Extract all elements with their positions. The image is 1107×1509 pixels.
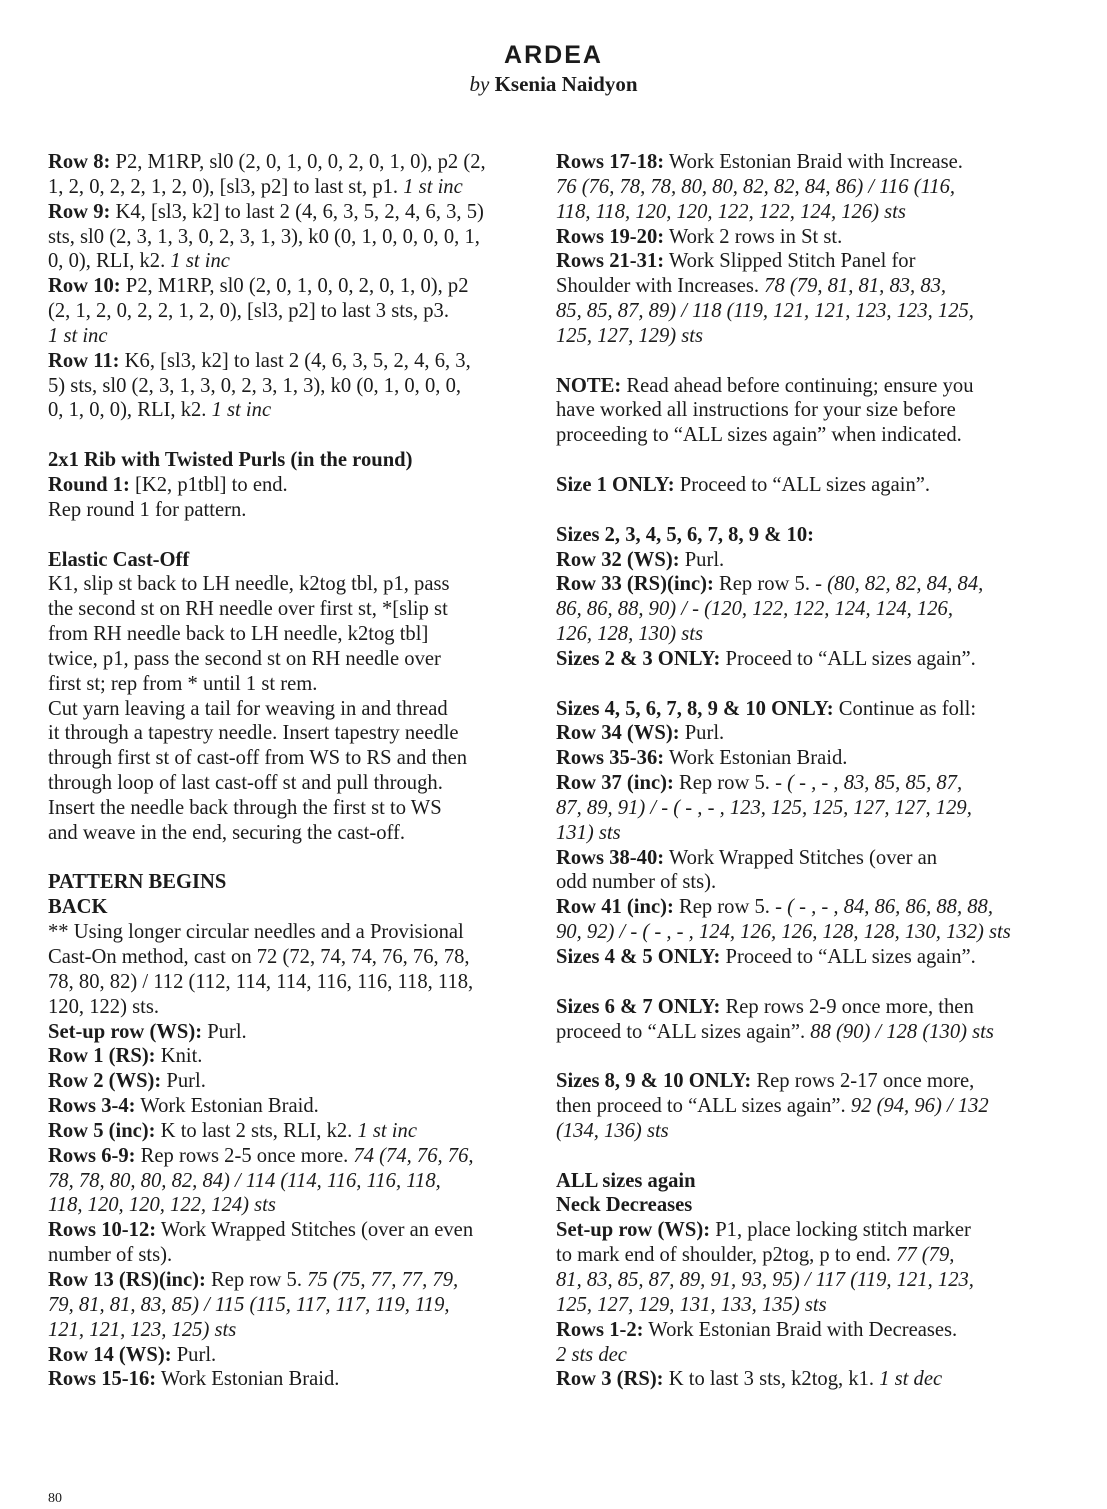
text-line (48, 473, 533, 498)
body-text: Rep row 5. - (673, 772, 788, 795)
bold-label: Sizes 4, 5, 6, 7, 8, 9 & 10 ONLY: (556, 697, 834, 720)
text-line (48, 796, 533, 821)
text-line (556, 1293, 1041, 1318)
text-line (556, 1367, 1041, 1392)
text-line (48, 1144, 533, 1169)
body-text: from RH needle back to LH needle, k2tog tbl] (48, 623, 429, 646)
text-line (48, 1020, 533, 1045)
body-text: Knit. (155, 1045, 203, 1068)
body-text: Purl. (679, 548, 725, 571)
bold-label: Rows 21-31: (556, 250, 665, 273)
text-line (48, 1243, 533, 1268)
bold-label: Rows 35-36: (556, 747, 665, 770)
body-text: have worked all instructions for your size before (556, 399, 956, 422)
text-line (48, 597, 533, 622)
body-text: Insert the needle back through the first st to WS (48, 796, 442, 819)
text-line (556, 374, 1041, 399)
text-line (48, 870, 533, 895)
text-line (48, 821, 533, 846)
body-text: Work Slipped Stitch Panel for (664, 250, 916, 273)
bold-label: Row 5 (inc): (48, 1119, 156, 1142)
text-line (556, 1094, 1041, 1119)
text-line (556, 274, 1041, 299)
body-text: 0, 0), RLI, k2. (48, 250, 171, 273)
text-line (48, 920, 533, 945)
text-line (556, 324, 1041, 349)
body-text: K1, slip st back to LH needle, k2tog tbl, p1, pass (48, 573, 450, 596)
bold-label: Rows 3-4: (48, 1095, 136, 1118)
text-line (556, 920, 1041, 945)
text-line (48, 324, 533, 349)
body-text: sts, sl0 (2, 3, 1, 3, 0, 2, 3, 1, 3), k0 (0, 1, 0, 0, 0, 0, 1, (48, 225, 480, 248)
body-text: (2, 1, 2, 0, 2, 2, 1, 2, 0), [sl3, p2] to last 3 sts, p3. (48, 300, 449, 323)
bold-label: Rows 17-18: (556, 151, 665, 173)
byline (0, 70, 1107, 98)
body-text: Rep row 5. - (673, 896, 788, 919)
bold-label: Rows 1-2: (556, 1318, 644, 1341)
text-line (556, 1343, 1041, 1368)
body-text: 5) sts, sl0 (2, 3, 1, 3, 0, 2, 3, 1, 3), k0 (0, 1, 0, 0, 0, (48, 374, 462, 397)
body-text: Work Estonian Braid. (156, 1368, 340, 1391)
text-line (556, 870, 1041, 895)
stitch-count: ( - , - , 83, 85, 85, 87, (787, 772, 963, 795)
body-text: Work Estonian Braid. (664, 747, 848, 770)
text-line (48, 970, 533, 995)
stitch-count: (134, 136) sts (556, 1119, 669, 1142)
bold-label: Row 37 (inc): (556, 772, 674, 795)
stitch-count: 88 (90) / 128 (130) sts (810, 1020, 994, 1043)
stitch-count: 75 (75, 77, 77, 79, (307, 1268, 459, 1291)
text-line (48, 672, 533, 697)
paragraph-gap (556, 448, 1041, 473)
bold-label: Sizes 2, 3, 4, 5, 6, 7, 8, 9 & 10: (556, 523, 814, 546)
body-text: Work Wrapped Stitches (over an (664, 846, 938, 869)
body-text: Continue as foll: (833, 697, 977, 720)
byline-by: by (469, 72, 490, 96)
body-text: 0, 1, 0, 0), RLI, k2. (48, 399, 212, 422)
body-text: K6, [sl3, k2] to last 2 (4, 6, 3, 5, 2, 4, 6, 3, (119, 349, 471, 372)
text-line (48, 1343, 533, 1368)
text-line (48, 1119, 533, 1144)
body-text: Proceed to “ALL sizes again”. (720, 647, 976, 670)
text-line (48, 349, 533, 374)
text-line (556, 746, 1041, 771)
text-line (556, 1318, 1041, 1343)
text-line (48, 225, 533, 250)
text-line (556, 200, 1041, 225)
body-text: ** Using longer circular needles and a Provisional (48, 921, 464, 944)
text-line (556, 1020, 1041, 1045)
body-text: Work 2 rows in St st. (664, 225, 843, 248)
text-line (48, 299, 533, 324)
paragraph-gap (48, 846, 533, 871)
text-line (556, 995, 1041, 1020)
text-line (48, 895, 533, 920)
body-text: and weave in the end, securing the cast-off. (48, 821, 406, 844)
body-text: Purl. (161, 1070, 206, 1093)
text-line (48, 1218, 533, 1243)
text-line (48, 1169, 533, 1194)
text-line (48, 448, 533, 473)
text-line (48, 1193, 533, 1218)
body-text: proceed to “ALL sizes again”. (556, 1020, 811, 1043)
text-line (556, 225, 1041, 250)
body-text: P2, M1RP, sl0 (2, 0, 1, 0, 0, 2, 0, 1, 0), p2 (120, 275, 469, 298)
paragraph-gap (556, 970, 1041, 995)
stitch-count: 1 st inc (170, 250, 230, 273)
body-text: twice, p1, pass the second st on RH needle over (48, 647, 441, 670)
body-text: Work Wrapped Stitches (over an even (156, 1219, 474, 1242)
body-text: Purl. (171, 1343, 217, 1366)
bold-label: Row 32 (WS): (556, 548, 680, 571)
bold-label: ALL sizes again (556, 1169, 696, 1192)
pattern-title: ARDEA (504, 41, 603, 69)
text-line (48, 1367, 533, 1392)
bold-label: Round 1: (48, 473, 130, 496)
stitch-count: 125, 127, 129, 131, 133, 135) sts (556, 1293, 827, 1316)
text-line (48, 1069, 533, 1094)
text-line (556, 622, 1041, 647)
bold-label: Row 8: (48, 151, 111, 173)
bold-label: Rows 6-9: (48, 1144, 136, 1167)
text-line (48, 1268, 533, 1293)
body-text: Rep row 5. - (713, 573, 828, 596)
stitch-count: 85, 85, 87, 89) / 118 (119, 121, 121, 123, 123, 125, (556, 300, 974, 323)
body-text: Read ahead before continuing; ensure you (621, 374, 974, 397)
body-text: 78, 80, 82) / 112 (112, 114, 114, 116, 116, 118, 118, (48, 970, 474, 993)
body-text: proceeding to “ALL sizes again” when indicated. (556, 424, 962, 447)
text-line (48, 647, 533, 672)
text-line (48, 274, 533, 299)
paragraph-gap (556, 1044, 1041, 1069)
text-line (556, 1193, 1041, 1218)
stitch-count: 86, 86, 88, 90) / - (120, 122, 122, 124, 124, 126, (556, 598, 953, 621)
text-line (48, 1094, 533, 1119)
text-line (556, 299, 1041, 324)
bold-label: Row 41 (inc): (556, 896, 674, 919)
body-text: K4, [sl3, k2] to last 2 (4, 6, 3, 5, 2, 4, 6, 3, 5) (110, 200, 484, 223)
body-text: Work Estonian Braid with Increase. (664, 151, 963, 173)
body-text: K to last 2 sts, RLI, k2. (155, 1119, 358, 1142)
text-line (48, 746, 533, 771)
paragraph-gap (556, 1144, 1041, 1169)
text-line (556, 473, 1041, 498)
body-text: Purl. (679, 722, 725, 745)
right-column (556, 150, 1041, 1392)
stitch-count: 121, 121, 123, 125) sts (48, 1318, 237, 1341)
body-text: K to last 3 sts, k2tog, k1. (663, 1368, 880, 1391)
text-line (556, 697, 1041, 722)
bold-label: Row 2 (WS): (48, 1070, 162, 1093)
bold-label: Rows 19-20: (556, 225, 665, 248)
body-text: 1, 2, 0, 2, 2, 1, 2, 0), [sl3, p2] to last st, p1. (48, 175, 404, 198)
text-line (48, 721, 533, 746)
text-line (556, 249, 1041, 274)
page-number: 80 (48, 1491, 62, 1506)
text-line (556, 150, 1041, 175)
stitch-count: 118, 118, 120, 120, 122, 122, 124, 126) sts (556, 200, 906, 223)
text-line (48, 498, 533, 523)
text-line (48, 150, 533, 175)
text-line (556, 647, 1041, 672)
paragraph-gap (556, 672, 1041, 697)
bold-label: Row 3 (RS): (556, 1368, 664, 1391)
bold-label: Rows 15-16: (48, 1368, 157, 1391)
body-text: Work Estonian Braid with Decreases. (643, 1318, 958, 1341)
body-text: through loop of last cast-off st and pull through. (48, 772, 443, 795)
bold-label: BACK (48, 896, 108, 919)
text-line (556, 1169, 1041, 1194)
bold-label: Set-up row (WS): (556, 1219, 711, 1242)
text-line (48, 1293, 533, 1318)
bold-label: Neck Decreases (556, 1194, 693, 1217)
body-text: Proceed to “ALL sizes again”. (674, 473, 931, 496)
stitch-count: (80, 82, 82, 84, 84, (827, 573, 984, 596)
text-line (48, 374, 533, 399)
bold-label: PATTERN BEGINS (48, 871, 227, 894)
stitch-count: 92 (94, 96) / 132 (850, 1095, 989, 1118)
body-text: Cut yarn leaving a tail for weaving in and thread (48, 697, 448, 720)
text-line (556, 548, 1041, 573)
body-text: the second st on RH needle over first st, *[slip st (48, 598, 448, 621)
stitch-count: ( - , - , 84, 86, 86, 88, 88, (787, 896, 993, 919)
body-text: P1, place locking stitch marker (710, 1219, 971, 1242)
text-line (48, 398, 533, 423)
text-line (48, 1044, 533, 1069)
bold-label: Row 14 (WS): (48, 1343, 172, 1366)
bold-label: Row 13 (RS)(inc): (48, 1268, 206, 1291)
text-line (556, 796, 1041, 821)
text-line (48, 945, 533, 970)
text-line (556, 175, 1041, 200)
text-line (48, 175, 533, 200)
text-line (556, 846, 1041, 871)
stitch-count: 1 st inc (211, 399, 272, 422)
body-text: P2, M1RP, sl0 (2, 0, 1, 0, 0, 2, 0, 1, 0), p2 (2, (110, 151, 486, 173)
text-line (48, 249, 533, 274)
bold-label: Row 34 (WS): (556, 722, 680, 745)
stitch-count: 77 (79, (896, 1244, 955, 1267)
stitch-count: 76 (76, 78, 78, 80, 80, 82, 82, 84, 86) / 116 (116, (556, 175, 956, 198)
body-text: Cast-On method, cast on 72 (72, 74, 74, 76, 76, 78, (48, 946, 470, 968)
stitch-count: 87, 89, 91) / - ( - , - , 123, 125, 125, 127, 127, 129, (556, 796, 972, 819)
text-line (48, 572, 533, 597)
text-line (556, 1218, 1041, 1243)
bold-label: Row 11: (48, 349, 120, 372)
body-text: then proceed to “ALL sizes again”. (556, 1095, 851, 1118)
paragraph-gap (48, 423, 533, 448)
text-line (556, 523, 1041, 548)
bold-label: Row 10: (48, 275, 121, 298)
stitch-count: 118, 120, 120, 122, 124) sts (48, 1194, 276, 1217)
text-line (48, 1318, 533, 1343)
text-line (556, 821, 1041, 846)
bold-label: 2x1 Rib with Twisted Purls (in the round) (48, 449, 413, 472)
left-column (48, 150, 533, 1392)
body-text: through first st of cast-off from WS to RS and then (48, 747, 468, 770)
bold-label: Sizes 2 & 3 ONLY: (556, 647, 721, 670)
paragraph-gap (48, 523, 533, 548)
page-header (0, 40, 1107, 98)
stitch-count: 1 st inc (48, 324, 108, 347)
author-name: Ksenia Naidyon (494, 72, 638, 96)
text-line (48, 200, 533, 225)
stitch-count: 1 st inc (403, 175, 463, 198)
stitch-count: 81, 83, 85, 87, 89, 91, 93, 95) / 117 (119, 121, 123, (556, 1268, 974, 1291)
bold-label: Row 1 (RS): (48, 1045, 156, 1068)
bold-label: Sizes 6 & 7 ONLY: (556, 995, 721, 1018)
body-text: Purl. (202, 1020, 247, 1043)
text-line (48, 995, 533, 1020)
paragraph-gap (556, 498, 1041, 523)
body-text: 120, 122) sts. (48, 995, 159, 1018)
body-text: Rep round 1 for pattern. (48, 498, 247, 521)
text-line (556, 895, 1041, 920)
body-text: [K2, p1tbl] to end. (129, 473, 288, 496)
text-line (556, 1069, 1041, 1094)
bold-label: Rows 10-12: (48, 1219, 157, 1242)
text-line (556, 1119, 1041, 1144)
body-text: Rep rows 2-17 once more, (751, 1070, 975, 1093)
stitch-count: 90, 92) / - ( - , - , 124, 126, 126, 128, 128, 130, 132) sts (556, 921, 1011, 944)
body-text: first st; rep from * until 1 st rem. (48, 672, 318, 695)
stitch-count: 79, 81, 81, 83, 85) / 115 (115, 117, 117, 119, 119, (48, 1293, 450, 1316)
bold-label: NOTE: (556, 374, 622, 397)
body-text: Work Estonian Braid. (135, 1095, 319, 1118)
text-line (48, 548, 533, 573)
text-line (556, 771, 1041, 796)
stitch-count: 1 st inc (357, 1119, 417, 1142)
body-text: odd number of sts). (556, 871, 717, 894)
bold-label: Row 9: (48, 200, 111, 223)
text-line (556, 398, 1041, 423)
text-line (556, 597, 1041, 622)
text-line (48, 771, 533, 796)
stitch-count: 131) sts (556, 821, 621, 844)
text-line (48, 622, 533, 647)
text-line (556, 721, 1041, 746)
bold-label: Rows 38-40: (556, 846, 665, 869)
stitch-count: 2 sts dec (556, 1343, 627, 1366)
bold-label: Set-up row (WS): (48, 1020, 203, 1043)
body-text: Shoulder with Increases. (556, 275, 765, 298)
bold-label: Elastic Cast-Off (48, 548, 190, 571)
stitch-count: 78, 78, 80, 80, 82, 84) / 114 (114, 116, 116, 118, (48, 1169, 441, 1192)
stitch-count: 78 (79, 81, 81, 83, 83, (764, 275, 947, 298)
bold-label: Sizes 8, 9 & 10 ONLY: (556, 1070, 752, 1093)
stitch-count: 74 (74, 76, 76, (353, 1144, 474, 1167)
bold-label: Size 1 ONLY: (556, 473, 675, 496)
body-text: Rep row 5. (205, 1268, 308, 1291)
text-line (556, 1268, 1041, 1293)
stitch-count: 125, 127, 129) sts (556, 324, 704, 347)
text-line (48, 697, 533, 722)
body-text: Rep rows 2-5 once more. (135, 1144, 354, 1167)
bold-label: Sizes 4 & 5 ONLY: (556, 946, 721, 968)
bold-label: Row 33 (RS)(inc): (556, 573, 714, 596)
text-line (556, 572, 1041, 597)
stitch-count: 126, 128, 130) sts (556, 623, 704, 646)
text-line (556, 1243, 1041, 1268)
body-text: number of sts). (48, 1244, 173, 1267)
body-text: Proceed to “ALL sizes again”. (720, 946, 976, 968)
body-text: Rep rows 2-9 once more, then (720, 995, 974, 1018)
paragraph-gap (556, 349, 1041, 374)
body-text: to mark end of shoulder, p2tog, p to end. (556, 1244, 897, 1267)
stitch-count: 1 st dec (879, 1368, 943, 1391)
text-line (556, 423, 1041, 448)
body-text: it through a tapestry needle. Insert tapestry needle (48, 722, 459, 745)
text-line (556, 945, 1041, 970)
